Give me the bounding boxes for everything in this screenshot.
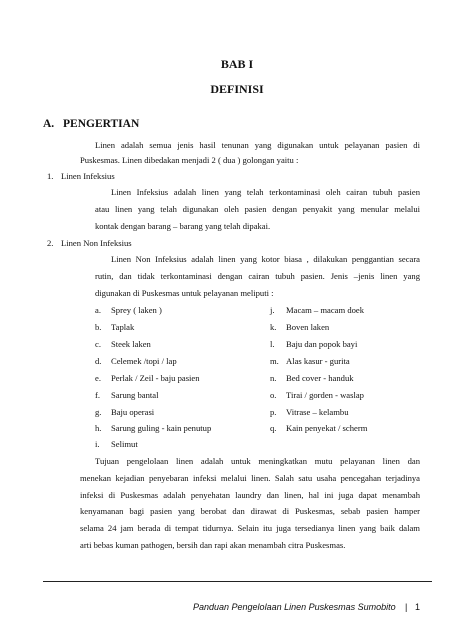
list-item-letter: h. bbox=[95, 423, 102, 433]
closing-line: kenyamanan bagi pasien yang berobat dan dirawat di Puskesmas, sebab pasien hamper bbox=[80, 506, 420, 516]
list-item: Boven laken bbox=[286, 322, 330, 332]
list-item: Celemek /topi / lap bbox=[111, 356, 177, 366]
page-number: 1 bbox=[415, 602, 421, 612]
list-item: Baju dan popok bayi bbox=[286, 339, 358, 349]
list-item-letter: l. bbox=[270, 339, 275, 349]
list-item-letter: f. bbox=[95, 390, 101, 400]
list-item: Baju operasi bbox=[111, 407, 155, 417]
chapter-number: BAB I bbox=[220, 57, 254, 71]
list-item-letter: d. bbox=[95, 356, 102, 366]
list-item-letter: g. bbox=[95, 407, 102, 417]
list-item: Bed cover - handuk bbox=[286, 373, 354, 383]
section-title: PENGERTIAN bbox=[63, 118, 140, 130]
item-1-title: Linen Infeksius bbox=[61, 171, 115, 181]
list-item-letter: p. bbox=[270, 407, 277, 417]
item-1-line: atau linen yang telah digunakan oleh pasien dengan penyakit yang menular melalui bbox=[95, 204, 420, 214]
item-2-line: rutin, dan tidak terkontaminasi dengan cairan tubuh pasien. Jenis –jenis linen yang bbox=[95, 271, 420, 281]
item-1-line: kontak dengan barang – barang yang telah dipakai. bbox=[95, 221, 271, 231]
footer-separator: | bbox=[405, 602, 408, 612]
closing-line: selama 24 jam berada di tempat tidurnya. Selain itu juga tersedianya linen yang baik dalam bbox=[80, 523, 420, 533]
list-item: Tirai / gorden - waslap bbox=[286, 390, 364, 400]
list-item-letter: n. bbox=[270, 373, 277, 383]
item-2-number: 2. bbox=[47, 238, 54, 248]
list-item-letter: o. bbox=[270, 390, 277, 400]
list-item-letter: b. bbox=[95, 322, 102, 332]
footer-rule bbox=[43, 581, 432, 582]
item-2-line: digunakan di Puskesmas untuk pelayanan meliputi : bbox=[95, 288, 274, 298]
closing-line: infeksi di Puskesmas adalah penyehatan laundry dan linen, hal ini juga dapat menambah bbox=[80, 490, 420, 500]
item-1-line: Linen Infeksius adalah linen yang telah terkontaminasi oleh cairan tubuh pasien bbox=[111, 187, 420, 197]
list-item: Sarung bantal bbox=[111, 390, 159, 400]
item-2-line: Linen Non Infeksius adalah linen yang kotor biasa , dilakukan penggantian secara bbox=[111, 254, 420, 264]
list-item-letter: m. bbox=[270, 356, 279, 366]
list-item-letter: k. bbox=[270, 322, 277, 332]
list-item-letter: j. bbox=[270, 305, 275, 315]
item-2-title: Linen Non Infeksius bbox=[61, 238, 132, 248]
list-item: Alas kasur - gurita bbox=[286, 356, 350, 366]
list-item-letter: i. bbox=[95, 439, 100, 449]
list-item: Sprey ( laken ) bbox=[111, 305, 162, 315]
list-item: Selimut bbox=[111, 439, 138, 449]
section-letter: A. bbox=[43, 118, 55, 130]
intro-line-1: Linen adalah semua jenis hasil tenunan yang digunakan untuk pelayanan pasien di bbox=[95, 140, 420, 150]
list-item: Sarung guling - kain penutup bbox=[111, 423, 212, 433]
list-item-letter: e. bbox=[95, 373, 101, 383]
intro-line-2: Puskesmas. Linen dibedakan menjadi 2 ( dua ) golongan yaitu : bbox=[80, 155, 299, 165]
closing-line: Tujuan pengelolaan linen adalah untuk meningkatkan mutu pelayanan linen dan bbox=[95, 456, 420, 466]
item-1-number: 1. bbox=[47, 171, 54, 181]
footer-title: Panduan Pengelolaan Linen Puskesmas Sumobito bbox=[193, 602, 396, 612]
list-item-letter: q. bbox=[270, 423, 277, 433]
list-item: Perlak / Zeil - baju pasien bbox=[111, 373, 200, 383]
closing-line: menekan kejadian penyebaran infeksi melalui linen. Salah satu usaha pencegahan terjadinya bbox=[80, 473, 420, 483]
list-item-letter: a. bbox=[95, 305, 101, 315]
list-item-letter: c. bbox=[95, 339, 101, 349]
list-item: Steek laken bbox=[111, 339, 151, 349]
list-item: Vitrase – kelambu bbox=[286, 407, 349, 417]
list-item: Taplak bbox=[111, 322, 135, 332]
closing-line: arti bebas kuman pathogen, bersih dan rapi akan menambah citra Puskesmas. bbox=[80, 540, 346, 550]
list-item: Macam – macam doek bbox=[286, 305, 365, 315]
chapter-title: DEFINISI bbox=[210, 82, 264, 96]
list-item: Kain penyekat / scherm bbox=[286, 423, 368, 433]
